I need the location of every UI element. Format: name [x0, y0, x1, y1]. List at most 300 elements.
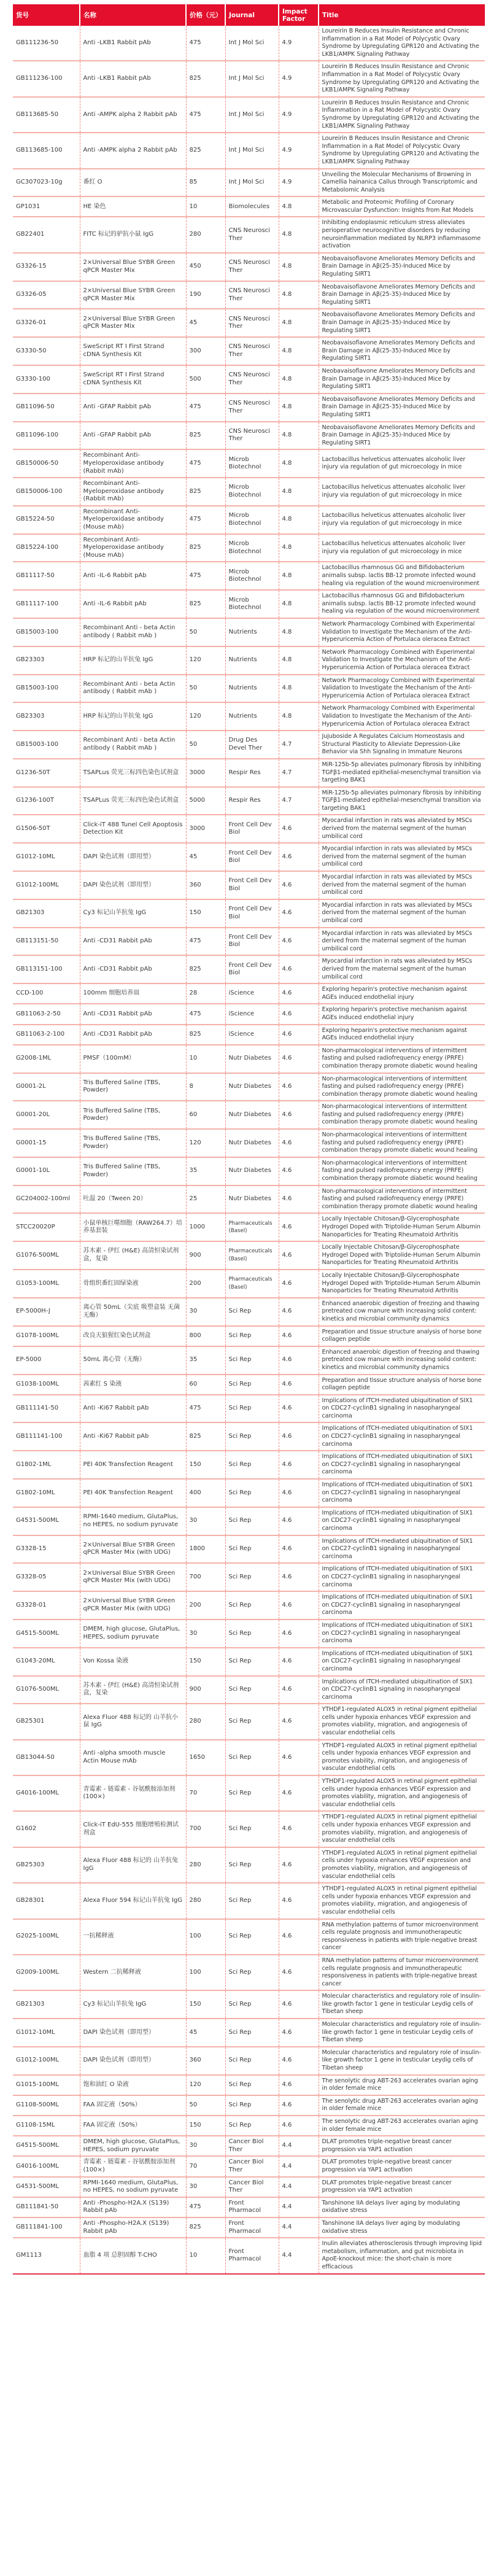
- cell-impact-factor: 4.6: [279, 955, 319, 983]
- cell-price: 10: [186, 1045, 225, 1073]
- cell-catalog-no: GB111141-50: [13, 1395, 80, 1423]
- cell-price: 475: [186, 394, 225, 422]
- cell-journal: iScience: [225, 983, 279, 1004]
- cell-title: Network Pharmacology Combined with Experimental Validation to Investigate the Mechanism of the Anti-Hyperuricemia Action of Portulaca oleracea Extract: [319, 675, 485, 703]
- cell-price: 280: [186, 1883, 225, 1918]
- cell-impact-factor: 4.6: [279, 1422, 319, 1451]
- cell-impact-factor: 4.6: [279, 1241, 319, 1270]
- table-row: [13, 281, 485, 309]
- cell-impact-factor: 4.6: [279, 928, 319, 956]
- cell-impact-factor: 4.8: [279, 196, 319, 217]
- cell-journal: Microb Biotechnol: [225, 534, 279, 562]
- cell-journal: Sci Rep: [225, 1479, 279, 1507]
- cell-impact-factor: 4.6: [279, 2116, 319, 2136]
- cell-catalog-no: GB111841-50: [13, 2197, 80, 2217]
- cell-title: Preparation and tissue structure analysis of horse bone collagen peptide: [319, 1375, 485, 1395]
- table-row: [13, 506, 485, 534]
- cell-product-name: 吐温 20（Tween 20）: [80, 1185, 186, 1214]
- cell-title: YTHDF1-regulated ALOX5 in retinal pigment epithelial cells under hypoxia enhances VEGF expression and promotes viability, migration, and angiogenesis of vascular endothelial cells: [319, 1811, 485, 1847]
- cell-price: 70: [186, 2156, 225, 2176]
- cell-price: 85: [186, 169, 225, 197]
- cell-price: 50: [186, 618, 225, 646]
- cell-journal: Sci Rep: [225, 1326, 279, 1346]
- cell-journal: Nutr Diabetes: [225, 1101, 279, 1129]
- table-row: [13, 394, 485, 422]
- cell-product-name: Anti -IL-6 Rabbit pAb: [80, 562, 186, 590]
- cell-product-name: Anti -Ki67 Rabbit pAb: [80, 1395, 186, 1423]
- table-row: [13, 1955, 485, 1990]
- table-row: [13, 1507, 485, 1535]
- cell-journal: Pharmaceuticals (Basel): [225, 1213, 279, 1241]
- cell-title: Locally Injectable Chitosan/β-Glycerophosphate Hydrogel Doped with Triptolide-Human Serum Albumin Nanoparticles for Treating Rheumatoid Arthritis: [319, 1270, 485, 1298]
- cell-product-name: 离心管 50mL（尖底 吸塑盒装 无菌无酶）: [80, 1298, 186, 1326]
- cell-title: Exploring heparin's protective mechanism against AGEs induced endothelial injury: [319, 1025, 485, 1045]
- table-row: [13, 1535, 485, 1564]
- table-row: [13, 1241, 485, 1270]
- table-row: [13, 618, 485, 646]
- cell-impact-factor: 4.6: [279, 983, 319, 1004]
- cell-title: Implications of ITCH-mediated ubiquitination of SIX1 on CDC27-cyclinB1 signaling in nasopharyngeal carcinoma: [319, 1676, 485, 1704]
- cell-title: Loureirin B Reduces Insulin Resistance and Chronic Inflammation in a Rat Model of Polycystic Ovary Syndrome by Upregulating GPR120 and Activating the LKB1/AMPK Signaling Pathway: [319, 133, 485, 168]
- cell-impact-factor: 4.6: [279, 2047, 319, 2075]
- cell-price: 35: [186, 1346, 225, 1375]
- cell-product-name: Anti -LKB1 Rabbit pAb: [80, 61, 186, 96]
- table-row: [13, 1883, 485, 1918]
- cell-impact-factor: 4.8: [279, 702, 319, 731]
- cell-product-name: Anti -GFAP Rabbit pAb: [80, 394, 186, 422]
- cell-impact-factor: 4.6: [279, 843, 319, 871]
- cell-price: 825: [186, 534, 225, 562]
- cell-journal: Cancer Biol Ther: [225, 2177, 279, 2197]
- cell-journal: Nutrients: [225, 618, 279, 646]
- cell-product-name: HRP 标记的山羊抗兔 IgG: [80, 646, 186, 675]
- cell-journal: CNS Neurosci Ther: [225, 309, 279, 337]
- cell-product-name: Recombinant Anti - beta Actin antibody ( Rabbit mAb ): [80, 618, 186, 646]
- cell-impact-factor: 4.6: [279, 1213, 319, 1241]
- cell-title: Metabolic and Proteomic Profiling of Coronary Microvascular Dysfunction: Insights from Rat Models: [319, 196, 485, 217]
- cell-product-name: 改良天狼猩红染色试剂盒: [80, 1326, 186, 1346]
- cell-price: 50: [186, 675, 225, 703]
- cell-product-name: 2×Universal Blue SYBR Green qPCR Master Mix (with UDG): [80, 1535, 186, 1564]
- cell-impact-factor: 4.6: [279, 1563, 319, 1591]
- cell-title: Neobavaisoflavone Ameliorates Memory Deficits and Brain Damage in Aβ(25-35)-Induced Mice by Regulating SIRT1: [319, 281, 485, 309]
- cell-catalog-no: GB25303: [13, 1847, 80, 1883]
- table-row: [13, 61, 485, 96]
- cell-title: MiR-125b-5p alleviates pulmonary fibrosis by inhibiting TGFβ1-mediated epithelial-mesenchymal transition via targeting BAK1: [319, 787, 485, 815]
- cell-journal: Sci Rep: [225, 1507, 279, 1535]
- cell-product-name: RPMI-1640 medium, GlutaPlus, no HEPES, no sodium pyruvate: [80, 1507, 186, 1535]
- cell-product-name: 2×Universal Blue SYBR Green qPCR Master Mix: [80, 253, 186, 281]
- cell-catalog-no: GB113151-50: [13, 928, 80, 956]
- cell-impact-factor: 4.8: [279, 394, 319, 422]
- cell-impact-factor: 4.8: [279, 449, 319, 478]
- cell-journal: Sci Rep: [225, 2019, 279, 2047]
- cell-impact-factor: 4.6: [279, 1676, 319, 1704]
- cell-price: 360: [186, 2047, 225, 2075]
- table-row: [13, 1990, 485, 2019]
- cell-product-name: HE 染色: [80, 196, 186, 217]
- cell-title: Network Pharmacology Combined with Experimental Validation to Investigate the Mechanism of the Anti-Hyperuricemia Action of Portulaca oleracea Extract: [319, 646, 485, 675]
- cell-journal: Nutr Diabetes: [225, 1045, 279, 1073]
- reagent-citation-table-container: [13, 4, 485, 2275]
- cell-price: 70: [186, 1775, 225, 1811]
- table-row: [13, 787, 485, 815]
- cell-impact-factor: 4.7: [279, 787, 319, 815]
- cell-title: Non-pharmacological interventions of intermittent fasting and pulsed radiofrequency energy (PRFE) combination therapy promote diabetic wound healing: [319, 1101, 485, 1129]
- cell-title: Implications of ITCH-mediated ubiquitination of SIX1 on CDC27-cyclinB1 signaling in nasopharyngeal carcinoma: [319, 1395, 485, 1423]
- cell-price: 475: [186, 1395, 225, 1423]
- cell-price: 30: [186, 2136, 225, 2156]
- cell-product-name: Anti -Phospho-H2A.X (S139) Rabbit pAb: [80, 2197, 186, 2217]
- cell-product-name: Alexa Fluor 594 标记山羊抗兔 IgG: [80, 1883, 186, 1918]
- cell-product-name: 2×Universal Blue SYBR Green qPCR Master Mix: [80, 281, 186, 309]
- table-row: [13, 1045, 485, 1073]
- cell-catalog-no: G0001-20L: [13, 1101, 80, 1129]
- cell-title: Exploring heparin's protective mechanism against AGEs induced endothelial injury: [319, 983, 485, 1004]
- cell-impact-factor: 4.4: [279, 2156, 319, 2176]
- table-row: [13, 2019, 485, 2047]
- table-row: [13, 1919, 485, 1955]
- cell-catalog-no: GC204002-100ml: [13, 1185, 80, 1214]
- cell-price: 30: [186, 1507, 225, 1535]
- cell-catalog-no: G4515-500ML: [13, 2136, 80, 2156]
- cell-impact-factor: 4.6: [279, 1620, 319, 1648]
- cell-price: 1800: [186, 1535, 225, 1564]
- table-row: [13, 1704, 485, 1739]
- cell-catalog-no: G1038-100ML: [13, 1375, 80, 1395]
- cell-price: 100: [186, 1919, 225, 1955]
- cell-product-name: Anti -Phospho-H2A.X (S139) Rabbit pAb: [80, 2217, 186, 2238]
- table-body: [13, 26, 485, 2274]
- cell-product-name: Recombinant Anti-Myeloperoxidase antibody (Rabbit mAb): [80, 478, 186, 506]
- cell-product-name: Cy3 标记山羊抗兔 IgG: [80, 899, 186, 928]
- cell-title: YTHDF1-regulated ALOX5 in retinal pigment epithelial cells under hypoxia enhances VEGF expression and promotes viability, migration, and angiogenesis of vascular endothelial cells: [319, 1740, 485, 1775]
- cell-price: 25: [186, 1185, 225, 1214]
- cell-journal: Sci Rep: [225, 1648, 279, 1676]
- cell-impact-factor: 4.6: [279, 1073, 319, 1101]
- cell-product-name: Recombinant Anti-Myeloperoxidase antibody (Mouse mAb): [80, 506, 186, 534]
- table-row: [13, 646, 485, 675]
- cell-impact-factor: 4.4: [279, 2238, 319, 2273]
- cell-catalog-no: GB11096-50: [13, 394, 80, 422]
- cell-price: 5000: [186, 787, 225, 815]
- cell-product-name: Tris Buffered Saline (TBS, Powder): [80, 1101, 186, 1129]
- cell-price: 120: [186, 646, 225, 675]
- table-row: [13, 1129, 485, 1157]
- cell-catalog-no: CCD-100: [13, 983, 80, 1004]
- cell-journal: CNS Neurosci Ther: [225, 394, 279, 422]
- cell-catalog-no: GB111236-50: [16, 39, 59, 46]
- cell-impact-factor: 4.6: [279, 1025, 319, 1045]
- cell-product-name: Anti -AMPK alpha 2 Rabbit pAb: [80, 133, 186, 168]
- cell-price: 300: [186, 337, 225, 365]
- cell-catalog-no: G0001-10L: [13, 1157, 80, 1185]
- cell-price: 825: [186, 61, 225, 96]
- cell-price: 35: [186, 1157, 225, 1185]
- cell-impact-factor: 4.9: [279, 133, 319, 168]
- cell-impact-factor: 4.8: [279, 217, 319, 252]
- cell-price: 825: [186, 133, 225, 168]
- cell-title: Neobavaisoflavone Ameliorates Memory Deficits and Brain Damage in Aβ(25-35)-Induced Mice by Regulating SIRT1: [319, 394, 485, 422]
- cell-product-name: Tris Buffered Saline (TBS, Powder): [80, 1073, 186, 1101]
- cell-price: 10: [186, 196, 225, 217]
- cell-impact-factor: 4.9: [279, 97, 319, 133]
- cell-product-name: DAPI 染色试剂（即用型）: [80, 2019, 186, 2047]
- cell-catalog-no: G2025-100ML: [13, 1919, 80, 1955]
- cell-journal: Microb Biotechnol: [225, 562, 279, 590]
- cell-impact-factor: 4.6: [279, 871, 319, 899]
- cell-product-name: 青霉素 - 链霉素 - 谷氨酰胺添加剂 (100×): [80, 1775, 186, 1811]
- cell-title: Myocardial infarction in rats was alleviated by MSCs derived from the maternal segment of the human umbilical cord: [319, 955, 485, 983]
- cell-price: 700: [186, 1811, 225, 1847]
- cell-title: YTHDF1-regulated ALOX5 in retinal pigment epithelial cells under hypoxia enhances VEGF expression and promotes viability, migration, and angiogenesis of vascular endothelial cells: [319, 1775, 485, 1811]
- cell-title: Jujuboside A Regulates Calcium Homeostasis and Structural Plasticity to Alleviate Depression-Like Behavior via Shh Signaling in Immature Neurons: [319, 731, 485, 759]
- cell-impact-factor: 4.6: [279, 2095, 319, 2116]
- cell-title: Non-pharmacological interventions of intermittent fasting and pulsed radiofrequency energy (PRFE) combination therapy promote diabetic wound healing: [319, 1129, 485, 1157]
- cell-catalog-no: G1015-100ML: [13, 2075, 80, 2095]
- cell-catalog-no: GB23303: [13, 702, 80, 731]
- cell-journal: Sci Rep: [225, 1775, 279, 1811]
- cell-catalog-no: G1012-100ML: [13, 2047, 80, 2075]
- cell-price: 475: [186, 97, 225, 133]
- cell-product-name: Tris Buffered Saline (TBS, Powder): [80, 1157, 186, 1185]
- cell-catalog-no: G1236-50T: [13, 759, 80, 787]
- cell-title: DLAT promotes triple-negative breast cancer progression via YAP1 activation: [319, 2156, 485, 2176]
- cell-price: 60: [186, 1375, 225, 1395]
- table-row: [13, 2047, 485, 2075]
- cell-journal: Sci Rep: [225, 1919, 279, 1955]
- cell-impact-factor: 4.6: [279, 899, 319, 928]
- cell-title: Loureirin B Reduces Insulin Resistance and Chronic Inflammation in a Rat Model of Polycystic Ovary Syndrome by Upregulating GPR120 and Activating the LKB1/AMPK Signaling Pathway: [319, 97, 485, 133]
- table-row: [13, 1740, 485, 1775]
- cell-title: DLAT promotes triple-negative breast cancer progression via YAP1 activation: [319, 2177, 485, 2197]
- cell-product-name: 青霉素 - 链霉素 - 谷氨酰胺添加剂 (100×): [80, 2156, 186, 2176]
- cell-catalog-no: G1802-10ML: [13, 1479, 80, 1507]
- cell-product-name: 小鼠单核巨噬细胞（RAW264.7）培养基套装: [80, 1213, 186, 1241]
- cell-title: Non-pharmacological interventions of intermittent fasting and pulsed radiofrequency energy (PRFE) combination therapy promote diabetic wound healing: [319, 1185, 485, 1214]
- cell-catalog-no: GC307023-10g: [13, 169, 80, 197]
- cell-catalog-no: GB23303: [13, 646, 80, 675]
- cell-catalog-no: GB15003-100: [13, 618, 80, 646]
- cell-product-name: SweScript RT I First Strand cDNA Synthesis Kit: [80, 365, 186, 394]
- cell-title: YTHDF1-regulated ALOX5 in retinal pigment epithelial cells under hypoxia enhances VEGF expression and promotes viability, migration, and angiogenesis of vascular endothelial cells: [319, 1704, 485, 1739]
- cell-product-name: RPMI-1640 medium, GlutaPlus, no HEPES, no sodium pyruvate: [80, 2177, 186, 2197]
- cell-product-name: FAA 固定液（50%）: [80, 2095, 186, 2116]
- cell-journal: Pharmaceuticals (Basel): [225, 1270, 279, 1298]
- cell-catalog-no: G1053-100ML: [13, 1270, 80, 1298]
- cell-product-name: Recombinant Anti - beta Actin antibody ( Rabbit mAb ): [80, 731, 186, 759]
- table-row: [13, 1375, 485, 1395]
- cell-title: Implications of ITCH-mediated ubiquitination of SIX1 on CDC27-cyclinB1 signaling in nasopharyngeal carcinoma: [319, 1422, 485, 1451]
- table-row: [13, 871, 485, 899]
- cell-catalog-no: G1602: [13, 1811, 80, 1847]
- cell-price: 200: [186, 1591, 225, 1620]
- cell-journal: Int J Mol Sci: [225, 97, 279, 133]
- table-row: [13, 1422, 485, 1451]
- cell-price: 280: [186, 1704, 225, 1739]
- cell-product-name: 血脂 4 项 总胆固醇 T-CHO: [80, 2238, 186, 2273]
- cell-catalog-no: G3326-15: [13, 253, 80, 281]
- cell-title: Preparation and tissue structure analysis of horse bone collagen peptide: [319, 1326, 485, 1346]
- cell-product-name: Anti -CD31 Rabbit pAb: [80, 1025, 186, 1045]
- cell-catalog-no: G2009-100ML: [13, 1955, 80, 1990]
- cell-journal: Front Cell Dev Biol: [225, 843, 279, 871]
- cell-journal: Front Cell Dev Biol: [225, 899, 279, 928]
- cell-title: Tanshinone IIA delays liver aging by modulating oxidative stress: [319, 2217, 485, 2238]
- cell-price: 45: [186, 2019, 225, 2047]
- cell-title: Myocardial infarction in rats was alleviated by MSCs derived from the maternal segment of the human umbilical cord: [319, 815, 485, 843]
- cell-title: The senolytic drug ABT-263 accelerates ovarian aging in older female mice: [319, 2116, 485, 2136]
- cell-impact-factor: 4.4: [279, 2177, 319, 2197]
- cell-catalog-no: G1108-15ML: [13, 2116, 80, 2136]
- cell-price: 1000: [186, 1213, 225, 1241]
- cell-product-name: Click-iT 488 Tunel Cell Apoptosis Detection Kit: [80, 815, 186, 843]
- cell-product-name: Tris Buffered Saline (TBS, Powder): [80, 1129, 186, 1157]
- cell-catalog-no: G4016-100ML: [13, 2156, 80, 2176]
- cell-price: 50: [186, 731, 225, 759]
- cell-product-name: 番红 O: [80, 169, 186, 197]
- cell-price: 475: [186, 26, 225, 61]
- cell-catalog-no: G3328-01: [13, 1591, 80, 1620]
- cell-journal: Drug Des Devel Ther: [225, 731, 279, 759]
- cell-impact-factor: 4.8: [279, 281, 319, 309]
- table-row: [13, 1775, 485, 1811]
- table-row: [13, 1073, 485, 1101]
- cell-impact-factor: 4.6: [279, 1535, 319, 1564]
- cell-impact-factor: 4.6: [279, 1004, 319, 1024]
- cell-journal: Sci Rep: [225, 1451, 279, 1479]
- cell-product-name: 一抗稀释液: [80, 1919, 186, 1955]
- cell-catalog-no: G3330-50: [13, 337, 80, 365]
- cell-product-name: Anti -CD31 Rabbit pAb: [80, 928, 186, 956]
- cell-title: Loureirin B Reduces Insulin Resistance and Chronic Inflammation in a Rat Model of Polycystic Ovary Syndrome by Upregulating GPR120 and Activating the LKB1/AMPK Signaling Pathway: [319, 26, 485, 61]
- cell-title: Non-pharmacological interventions of intermittent fasting and pulsed radiofrequency energy (PRFE) combination therapy promote diabetic wound healing: [319, 1045, 485, 1073]
- table-row: [13, 759, 485, 787]
- cell-title: Lactobacillus helveticus attenuates alcoholic liver injury via regulation of gut microecology in mice: [319, 478, 485, 506]
- cell-product-name: 50mL 离心管（无酶）: [80, 1346, 186, 1375]
- cell-product-name: Anti -LKB1 Rabbit pAb: [80, 26, 186, 61]
- table-row: [13, 449, 485, 478]
- cell-impact-factor: 4.9: [279, 61, 319, 96]
- table-row: [13, 196, 485, 217]
- cell-product-name: Anti -CD31 Rabbit pAb: [80, 1004, 186, 1024]
- cell-catalog-no: G4531-500ML: [13, 1507, 80, 1535]
- cell-catalog-no: G1076-500ML: [13, 1241, 80, 1270]
- cell-title: Lactobacillus helveticus attenuates alcoholic liver injury via regulation of gut microecology in mice: [319, 534, 485, 562]
- cell-impact-factor: 4.9: [279, 169, 319, 197]
- cell-title: Neobavaisoflavone Ameliorates Memory Deficits and Brain Damage in Aβ(25-35)-Induced Mice by Regulating SIRT1: [319, 309, 485, 337]
- cell-price: 3000: [186, 815, 225, 843]
- table-row: [13, 899, 485, 928]
- cell-price: 8: [186, 1073, 225, 1101]
- cell-impact-factor: 4.6: [279, 815, 319, 843]
- cell-product-name: Anti -GFAP Rabbit pAb: [80, 422, 186, 450]
- cell-impact-factor: 4.6: [279, 2075, 319, 2095]
- cell-product-name: FAA 固定液（50%）: [80, 2116, 186, 2136]
- cell-journal: Respir Res: [225, 787, 279, 815]
- cell-impact-factor: 4.6: [279, 1101, 319, 1129]
- cell-impact-factor: 4.8: [279, 365, 319, 394]
- cell-title: Loureirin B Reduces Insulin Resistance and Chronic Inflammation in a Rat Model of Polycystic Ovary Syndrome by Upregulating GPR120 and Activating the LKB1/AMPK Signaling Pathway: [319, 61, 485, 96]
- cell-catalog-no: G3328-15: [13, 1535, 80, 1564]
- cell-impact-factor: 4.6: [279, 1395, 319, 1423]
- cell-journal: Microb Biotechnol: [225, 478, 279, 506]
- cell-journal: Sci Rep: [225, 1346, 279, 1375]
- cell-title: Lactobacillus rhamnosus GG and Bifidobacterium animalis subsp. lactis BB-12 promote infected wound healing via regulation of the wound microenvironment: [319, 562, 485, 590]
- cell-impact-factor: 4.8: [279, 422, 319, 450]
- cell-product-name: 苏木素 - 伊红 (H&E) 高清恒染试剂盒，复染: [80, 1676, 186, 1704]
- cell-impact-factor: 4.6: [279, 1990, 319, 2019]
- cell-impact-factor: 4.6: [279, 1883, 319, 1918]
- table-row: [13, 2075, 485, 2095]
- cell-journal: Front Cell Dev Biol: [225, 815, 279, 843]
- table-row: [13, 2156, 485, 2176]
- cell-impact-factor: 4.6: [279, 1591, 319, 1620]
- cell-impact-factor: 4.8: [279, 590, 319, 618]
- cell-product-name: FITC 标记的驴抗小鼠 IgG: [80, 217, 186, 252]
- cell-impact-factor: 4.9: [279, 26, 319, 61]
- table-row: [13, 843, 485, 871]
- cell-journal: Int J Mol Sci: [225, 133, 279, 168]
- header-journal: Journal: [225, 4, 279, 26]
- cell-catalog-no: G3328-05: [13, 1563, 80, 1591]
- cell-impact-factor: 4.6: [279, 1740, 319, 1775]
- cell-journal: Front Cell Dev Biol: [225, 928, 279, 956]
- cell-product-name: PEI 40K Transfection Reagent: [80, 1479, 186, 1507]
- cell-title: Enhanced anaerobic digestion of freezing and thawing pretreated cow manure with increasing solid content: kinetics and microbial community dynamics: [319, 1346, 485, 1375]
- cell-product-name: Anti -AMPK alpha 2 Rabbit pAb: [80, 97, 186, 133]
- cell-catalog-no: GB150006-100: [13, 478, 80, 506]
- cell-journal: Cancer Biol Ther: [225, 2156, 279, 2176]
- cell-journal: Sci Rep: [225, 1375, 279, 1395]
- cell-journal: Microb Biotechnol: [225, 590, 279, 618]
- cell-price: 475: [186, 2197, 225, 2217]
- table-row: [13, 815, 485, 843]
- cell-journal: Front Cell Dev Biol: [225, 955, 279, 983]
- cell-price: 150: [186, 2116, 225, 2136]
- cell-impact-factor: 4.6: [279, 1185, 319, 1214]
- cell-impact-factor: 4.8: [279, 506, 319, 534]
- cell-title: Implications of ITCH-mediated ubiquitination of SIX1 on CDC27-cyclinB1 signaling in nasopharyngeal carcinoma: [319, 1535, 485, 1564]
- cell-title: Myocardial infarction in rats was alleviated by MSCs derived from the maternal segment of the human umbilical cord: [319, 871, 485, 899]
- cell-catalog-no: GB21303: [13, 1990, 80, 2019]
- cell-price: 3000: [186, 759, 225, 787]
- cell-catalog-no: G1012-10ML: [13, 2019, 80, 2047]
- cell-catalog-no: G1012-100ML: [13, 871, 80, 899]
- cell-title: YTHDF1-regulated ALOX5 in retinal pigment epithelial cells under hypoxia enhances VEGF expression and promotes viability, migration, and angiogenesis of vascular endothelial cells: [319, 1883, 485, 1918]
- cell-impact-factor: 4.6: [279, 1157, 319, 1185]
- table-row: [13, 1185, 485, 1214]
- cell-catalog-no: G3330-100: [13, 365, 80, 394]
- cell-catalog-no: GB25301: [13, 1704, 80, 1739]
- cell-impact-factor: 4.6: [279, 1847, 319, 1883]
- cell-catalog-no: GB113685-50: [13, 97, 80, 133]
- table-row: [13, 2238, 485, 2273]
- cell-title: Myocardial infarction in rats was alleviated by MSCs derived from the maternal segment of the human umbilical cord: [319, 928, 485, 956]
- cell-journal: Nutr Diabetes: [225, 1073, 279, 1101]
- cell-journal: Sci Rep: [225, 1395, 279, 1423]
- cell-price: 475: [186, 1004, 225, 1024]
- cell-product-name: Anti -CD31 Rabbit pAb: [80, 955, 186, 983]
- table-row: [13, 1213, 485, 1241]
- cell-title: Implications of ITCH-mediated ubiquitination of SIX1 on CDC27-cyclinB1 signaling in nasopharyngeal carcinoma: [319, 1451, 485, 1479]
- cell-catalog-no: GB113151-100: [13, 955, 80, 983]
- cell-journal: Sci Rep: [225, 2047, 279, 2075]
- cell-product-name: Cy3 标记山羊抗兔 IgG: [80, 1990, 186, 2019]
- cell-title: Molecular characteristics and regulatory role of insulin-like growth factor 1 gene in testicular Leydig cells of Tibetan sheep: [319, 2047, 485, 2075]
- cell-price: 500: [186, 365, 225, 394]
- header-catalog-no: 货号: [13, 4, 80, 26]
